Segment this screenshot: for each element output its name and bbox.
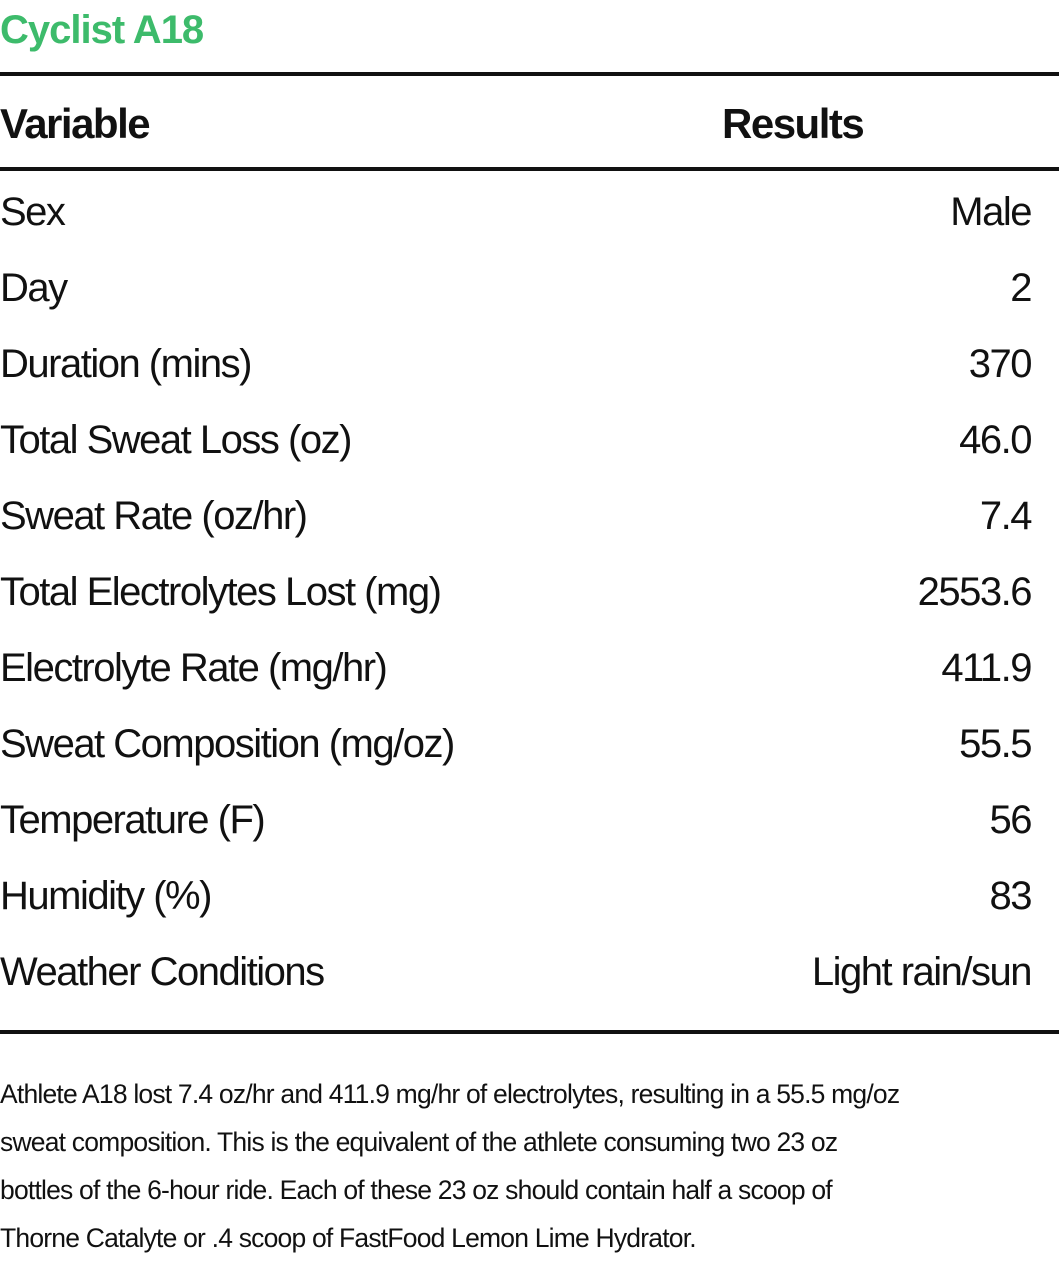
row-value: 370 [968, 342, 1031, 386]
summary-line: Athlete A18 lost 7.4 oz/hr and 411.9 mg/hr of electrolytes, resulting in a 55.5 mg/oz [0, 1079, 900, 1109]
table-row [0, 478, 1059, 554]
header-results: Results [722, 100, 864, 147]
table-row [0, 858, 1059, 934]
bottom-rule [0, 1030, 1059, 1034]
summary-line: sweat composition. This is the equivalent of the athlete consuming two 23 oz [0, 1127, 838, 1157]
row-label: Humidity (%) [0, 874, 211, 918]
row-value: 55.5 [959, 722, 1031, 766]
row-value: 46.0 [959, 418, 1031, 462]
row-value: 2553.6 [917, 570, 1031, 614]
header-rule [0, 167, 1059, 171]
row-value: 411.9 [941, 646, 1031, 690]
summary-line: bottles of the 6-hour ride. Each of these 23 oz should contain half a scoop of [0, 1175, 832, 1205]
row-label: Electrolyte Rate (mg/hr) [0, 646, 387, 690]
row-value: Male [950, 190, 1031, 234]
table-row [0, 782, 1059, 858]
row-label: Sex [0, 190, 65, 234]
table-row [0, 706, 1059, 782]
row-label: Temperature (F) [0, 798, 265, 842]
header-variable: Variable [0, 100, 150, 147]
table-row [0, 934, 1059, 1010]
summary-note [0, 1070, 1059, 1262]
row-label: Duration (mins) [0, 342, 251, 386]
table-row [0, 630, 1059, 706]
row-label: Total Sweat Loss (oz) [0, 418, 351, 462]
row-value: 7.4 [979, 494, 1031, 538]
table-row [0, 554, 1059, 630]
summary-line: Thorne Catalyte or .4 scoop of FastFood Lemon Lime Hydrator. [0, 1223, 696, 1253]
row-label: Total Electrolytes Lost (mg) [0, 570, 441, 614]
row-label: Day [0, 266, 67, 310]
table-body [0, 174, 1059, 1010]
row-label: Sweat Composition (mg/oz) [0, 722, 454, 766]
table-row [0, 250, 1059, 326]
table-row [0, 402, 1059, 478]
row-label: Sweat Rate (oz/hr) [0, 494, 307, 538]
row-value: 56 [989, 798, 1031, 842]
table-row [0, 326, 1059, 402]
row-value: Light rain/sun [811, 950, 1031, 994]
row-value: 2 [1010, 266, 1031, 310]
row-value: 83 [989, 874, 1031, 918]
page-title: Cyclist A18 [0, 8, 204, 52]
table-row [0, 174, 1059, 250]
table-header [0, 76, 1059, 167]
row-label: Weather Conditions [0, 950, 324, 994]
